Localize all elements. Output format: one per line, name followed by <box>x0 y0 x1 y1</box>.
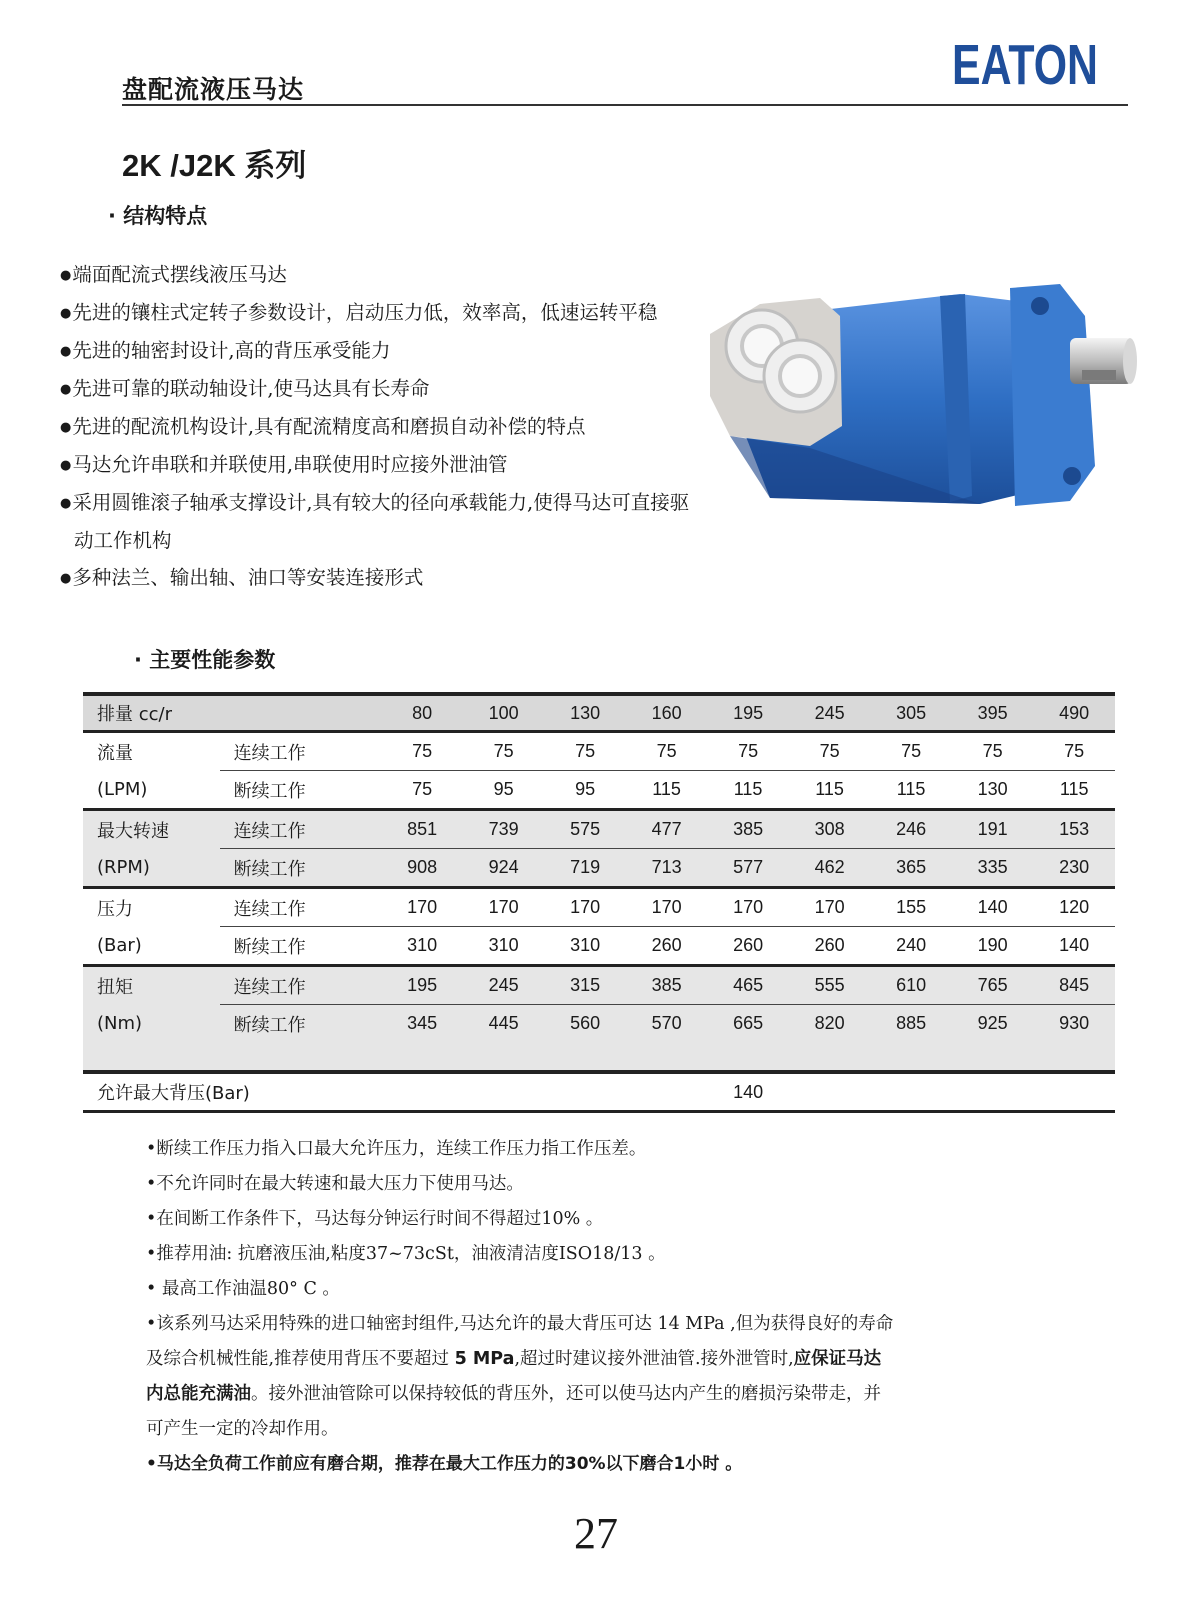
table-row <box>83 771 1115 810</box>
feature-item: ●采用圆锥滚子轴承支撑设计,具有较大的径向承载能力,使得马达可直接驱动工作机构 <box>60 491 690 552</box>
table-cell: 719 <box>544 849 626 888</box>
table-cell: 260 <box>789 927 871 966</box>
bullet-icon: ● <box>60 344 72 359</box>
mode-label: 断续工作 <box>220 771 382 810</box>
table-cell: 310 <box>544 927 626 966</box>
table-cell: 845 <box>1033 966 1115 1005</box>
feature-item: ●先进可靠的联动轴设计,使马达具有长寿命 <box>60 377 430 400</box>
bullet-icon: ● <box>60 382 72 397</box>
param-unit: (LPM) <box>97 778 148 800</box>
emphasis-text: 5 MPa <box>454 1349 515 1369</box>
emphasis-text: 应保证马达 <box>793 1349 882 1369</box>
note-item: •推荐用油: 抗磨液压油,粘度37~73cSt，油液清洁度ISO18/13 。 <box>146 1244 666 1264</box>
back-pressure-label: 允许最大背压(Bar) <box>83 1072 707 1112</box>
table-cell: 570 <box>626 1005 708 1043</box>
back-pressure-value: 140 <box>707 1072 789 1112</box>
header-divider <box>122 104 1128 106</box>
features-heading: · 结构特点 <box>108 204 208 228</box>
mode-label: 断续工作 <box>220 1005 382 1043</box>
param-unit: (Bar) <box>97 934 142 956</box>
table-cell: 885 <box>870 1005 952 1043</box>
back-pressure-row <box>83 1072 1115 1112</box>
note-item: 可产生一定的冷却作用。 <box>146 1419 339 1439</box>
table-cell: 925 <box>952 1005 1034 1043</box>
table-cell: 75 <box>493 741 514 761</box>
table-cell: 75 <box>1064 741 1085 761</box>
param-name: 扭矩 <box>83 966 220 1005</box>
notes-list <box>146 1132 1016 1482</box>
table-cell: 308 <box>789 810 871 849</box>
table-cell: 465 <box>707 966 789 1005</box>
table-cell: 490 <box>1033 694 1115 732</box>
mode-label: 断续工作 <box>220 927 382 966</box>
table-cell: 75 <box>738 741 759 761</box>
table-cell: 170 <box>789 888 871 927</box>
table-cell: 95 <box>544 771 626 810</box>
table-cell: 80 <box>381 694 463 732</box>
table-cell: 245 <box>789 694 871 732</box>
feature-item: ●端面配流式摆线液压马达 <box>60 263 287 286</box>
mode-label: 连续工作 <box>220 810 382 849</box>
note-item: •在间断工作条件下，马达每分钟运行时间不得超过10% 。 <box>146 1209 604 1229</box>
table-cell: 115 <box>707 771 789 810</box>
param-unit: (RPM) <box>83 849 220 888</box>
table-cell: 75 <box>901 741 922 761</box>
table-row <box>83 888 1115 927</box>
table-cell: 477 <box>626 810 708 849</box>
table-cell: 153 <box>1033 810 1115 849</box>
table-cell: 560 <box>544 1005 626 1043</box>
bullet-icon: ● <box>60 496 72 511</box>
mode-label: 连续工作 <box>220 966 382 1005</box>
table-cell: 195 <box>707 694 789 732</box>
series-model: 2K /J2K <box>122 148 236 183</box>
mode-label: 连续工作 <box>220 888 382 927</box>
table-cell: 445 <box>463 1005 545 1043</box>
table-cell: 75 <box>819 741 840 761</box>
bullet-icon: ● <box>60 571 72 586</box>
table-cell: 190 <box>952 927 1034 966</box>
bullet-icon: ● <box>60 458 72 473</box>
table-cell: 246 <box>870 810 952 849</box>
table-cell: 315 <box>544 966 626 1005</box>
table-cell: 930 <box>1033 1005 1115 1043</box>
emphasis-text: 内总能充满油 <box>146 1384 251 1404</box>
note-item: •该系列马达采用特殊的进口轴密封组件,马达允许的最大背压可达 14 MPa ,但为获得良好的寿命 <box>146 1314 894 1334</box>
note-item: •马达全负荷工作前应有磨合期，推荐在最大工作压力的30%以下磨合1小时 。 <box>146 1454 743 1474</box>
table-cell: 170 <box>544 888 626 927</box>
displacement-label: 排量 cc/r <box>83 694 381 732</box>
bullet-icon: ● <box>60 306 72 321</box>
table-row <box>83 1005 1115 1043</box>
table-cell: 713 <box>626 849 708 888</box>
table-cell: 140 <box>1033 927 1115 966</box>
table-cell: 385 <box>626 966 708 1005</box>
table-cell: 260 <box>707 927 789 966</box>
table-cell: 170 <box>463 888 545 927</box>
table-row <box>83 966 1115 1005</box>
table-cell: 75 <box>381 771 463 810</box>
table-cell: 310 <box>381 927 463 966</box>
params-heading: · 主要性能参数 <box>134 648 276 672</box>
table-row <box>83 810 1115 849</box>
table-cell: 115 <box>1033 771 1115 810</box>
note-item: 及综合机械性能,推荐使用背压不要超过 5 MPa,超过时建议接外泄油管.接外泄管时,应保证马达 <box>146 1349 882 1369</box>
param-name: 流量 <box>97 742 133 764</box>
eaton-logo <box>950 33 1100 97</box>
page-number: 27 <box>574 1509 618 1558</box>
svg-text:EATON: EATON <box>952 33 1098 97</box>
table-cell: 170 <box>707 888 789 927</box>
table-cell: 555 <box>789 966 871 1005</box>
table-cell: 924 <box>463 849 545 888</box>
table-cell: 665 <box>707 1005 789 1043</box>
table-cell: 908 <box>381 849 463 888</box>
param-name: 压力 <box>83 888 220 927</box>
table-cell: 765 <box>952 966 1034 1005</box>
table-cell: 140 <box>952 888 1034 927</box>
feature-item: ●先进的镶柱式定转子参数设计，启动压力低，效率高，低速运转平稳 <box>60 301 658 324</box>
table-cell: 305 <box>870 694 952 732</box>
feature-item: ●先进的配流机构设计,具有配流精度高和磨损自动补偿的特点 <box>60 415 586 438</box>
note-item: 内总能充满油。接外泄油管除可以保持较低的背压外，还可以使马达内产生的磨损污染带走，并 <box>146 1384 881 1404</box>
table-cell: 365 <box>870 849 952 888</box>
table-cell: 160 <box>626 694 708 732</box>
table-cell: 240 <box>870 927 952 966</box>
table-cell: 310 <box>463 927 545 966</box>
table-cell: 155 <box>870 888 952 927</box>
series-suffix: 系列 <box>244 148 307 184</box>
param-name: 最大转速 <box>83 810 220 849</box>
table-spacer-row <box>83 1042 1115 1072</box>
document-section-title: 盘配流液压马达 <box>122 75 305 104</box>
table-cell: 115 <box>789 771 871 810</box>
table-row <box>83 849 1115 888</box>
table-cell: 75 <box>982 741 1003 761</box>
table-cell: 195 <box>381 966 463 1005</box>
hydraulic-motor-photo <box>710 276 1142 518</box>
table-cell: 335 <box>952 849 1034 888</box>
mode-label: 连续工作 <box>233 742 306 764</box>
table-cell: 75 <box>412 741 433 761</box>
param-unit: (Nm) <box>83 1005 220 1043</box>
table-row <box>83 732 1115 771</box>
table-cell: 120 <box>1033 888 1115 927</box>
feature-item: ●先进的轴密封设计,高的背压承受能力 <box>60 339 391 362</box>
table-cell: 170 <box>381 888 463 927</box>
bullet-icon: ● <box>60 268 72 283</box>
table-cell: 75 <box>656 741 677 761</box>
table-cell: 462 <box>789 849 871 888</box>
table-cell: 577 <box>707 849 789 888</box>
feature-item: ●马达允许串联和并联使用,串联使用时应接外泄油管 <box>60 453 508 476</box>
table-cell: 385 <box>707 810 789 849</box>
table-cell: 245 <box>463 966 545 1005</box>
table-cell: 95 <box>463 771 545 810</box>
performance-table <box>83 692 1115 1113</box>
table-cell: 130 <box>544 694 626 732</box>
note-item: •不允许同时在最大转速和最大压力下使用马达。 <box>146 1174 524 1194</box>
table-cell: 820 <box>789 1005 871 1043</box>
table-cell: 260 <box>626 927 708 966</box>
bullet-icon: ● <box>60 420 72 435</box>
table-cell: 610 <box>870 966 952 1005</box>
table-row <box>83 927 1115 966</box>
note-item: •断续工作压力指入口最大允许压力，连续工作压力指工作压差。 <box>146 1139 647 1159</box>
table-cell: 739 <box>463 810 545 849</box>
table-cell: 191 <box>952 810 1034 849</box>
table-cell: 100 <box>463 694 545 732</box>
table-cell: 575 <box>544 810 626 849</box>
table-cell: 75 <box>575 741 596 761</box>
table-cell: 345 <box>381 1005 463 1043</box>
series-title <box>122 140 306 185</box>
table-cell: 115 <box>626 771 708 810</box>
table-cell: 170 <box>626 888 708 927</box>
feature-item: ●多种法兰、输出轴、油口等安装连接形式 <box>60 566 424 589</box>
table-cell: 230 <box>1033 849 1115 888</box>
feature-list <box>60 256 700 597</box>
table-cell: 130 <box>952 771 1034 810</box>
table-cell: 115 <box>870 771 952 810</box>
table-cell: 851 <box>381 810 463 849</box>
table-cell: 395 <box>952 694 1034 732</box>
note-item: • 最高工作油温80° C 。 <box>146 1279 340 1299</box>
table-header-row <box>83 694 1115 732</box>
mode-label: 断续工作 <box>220 849 382 888</box>
